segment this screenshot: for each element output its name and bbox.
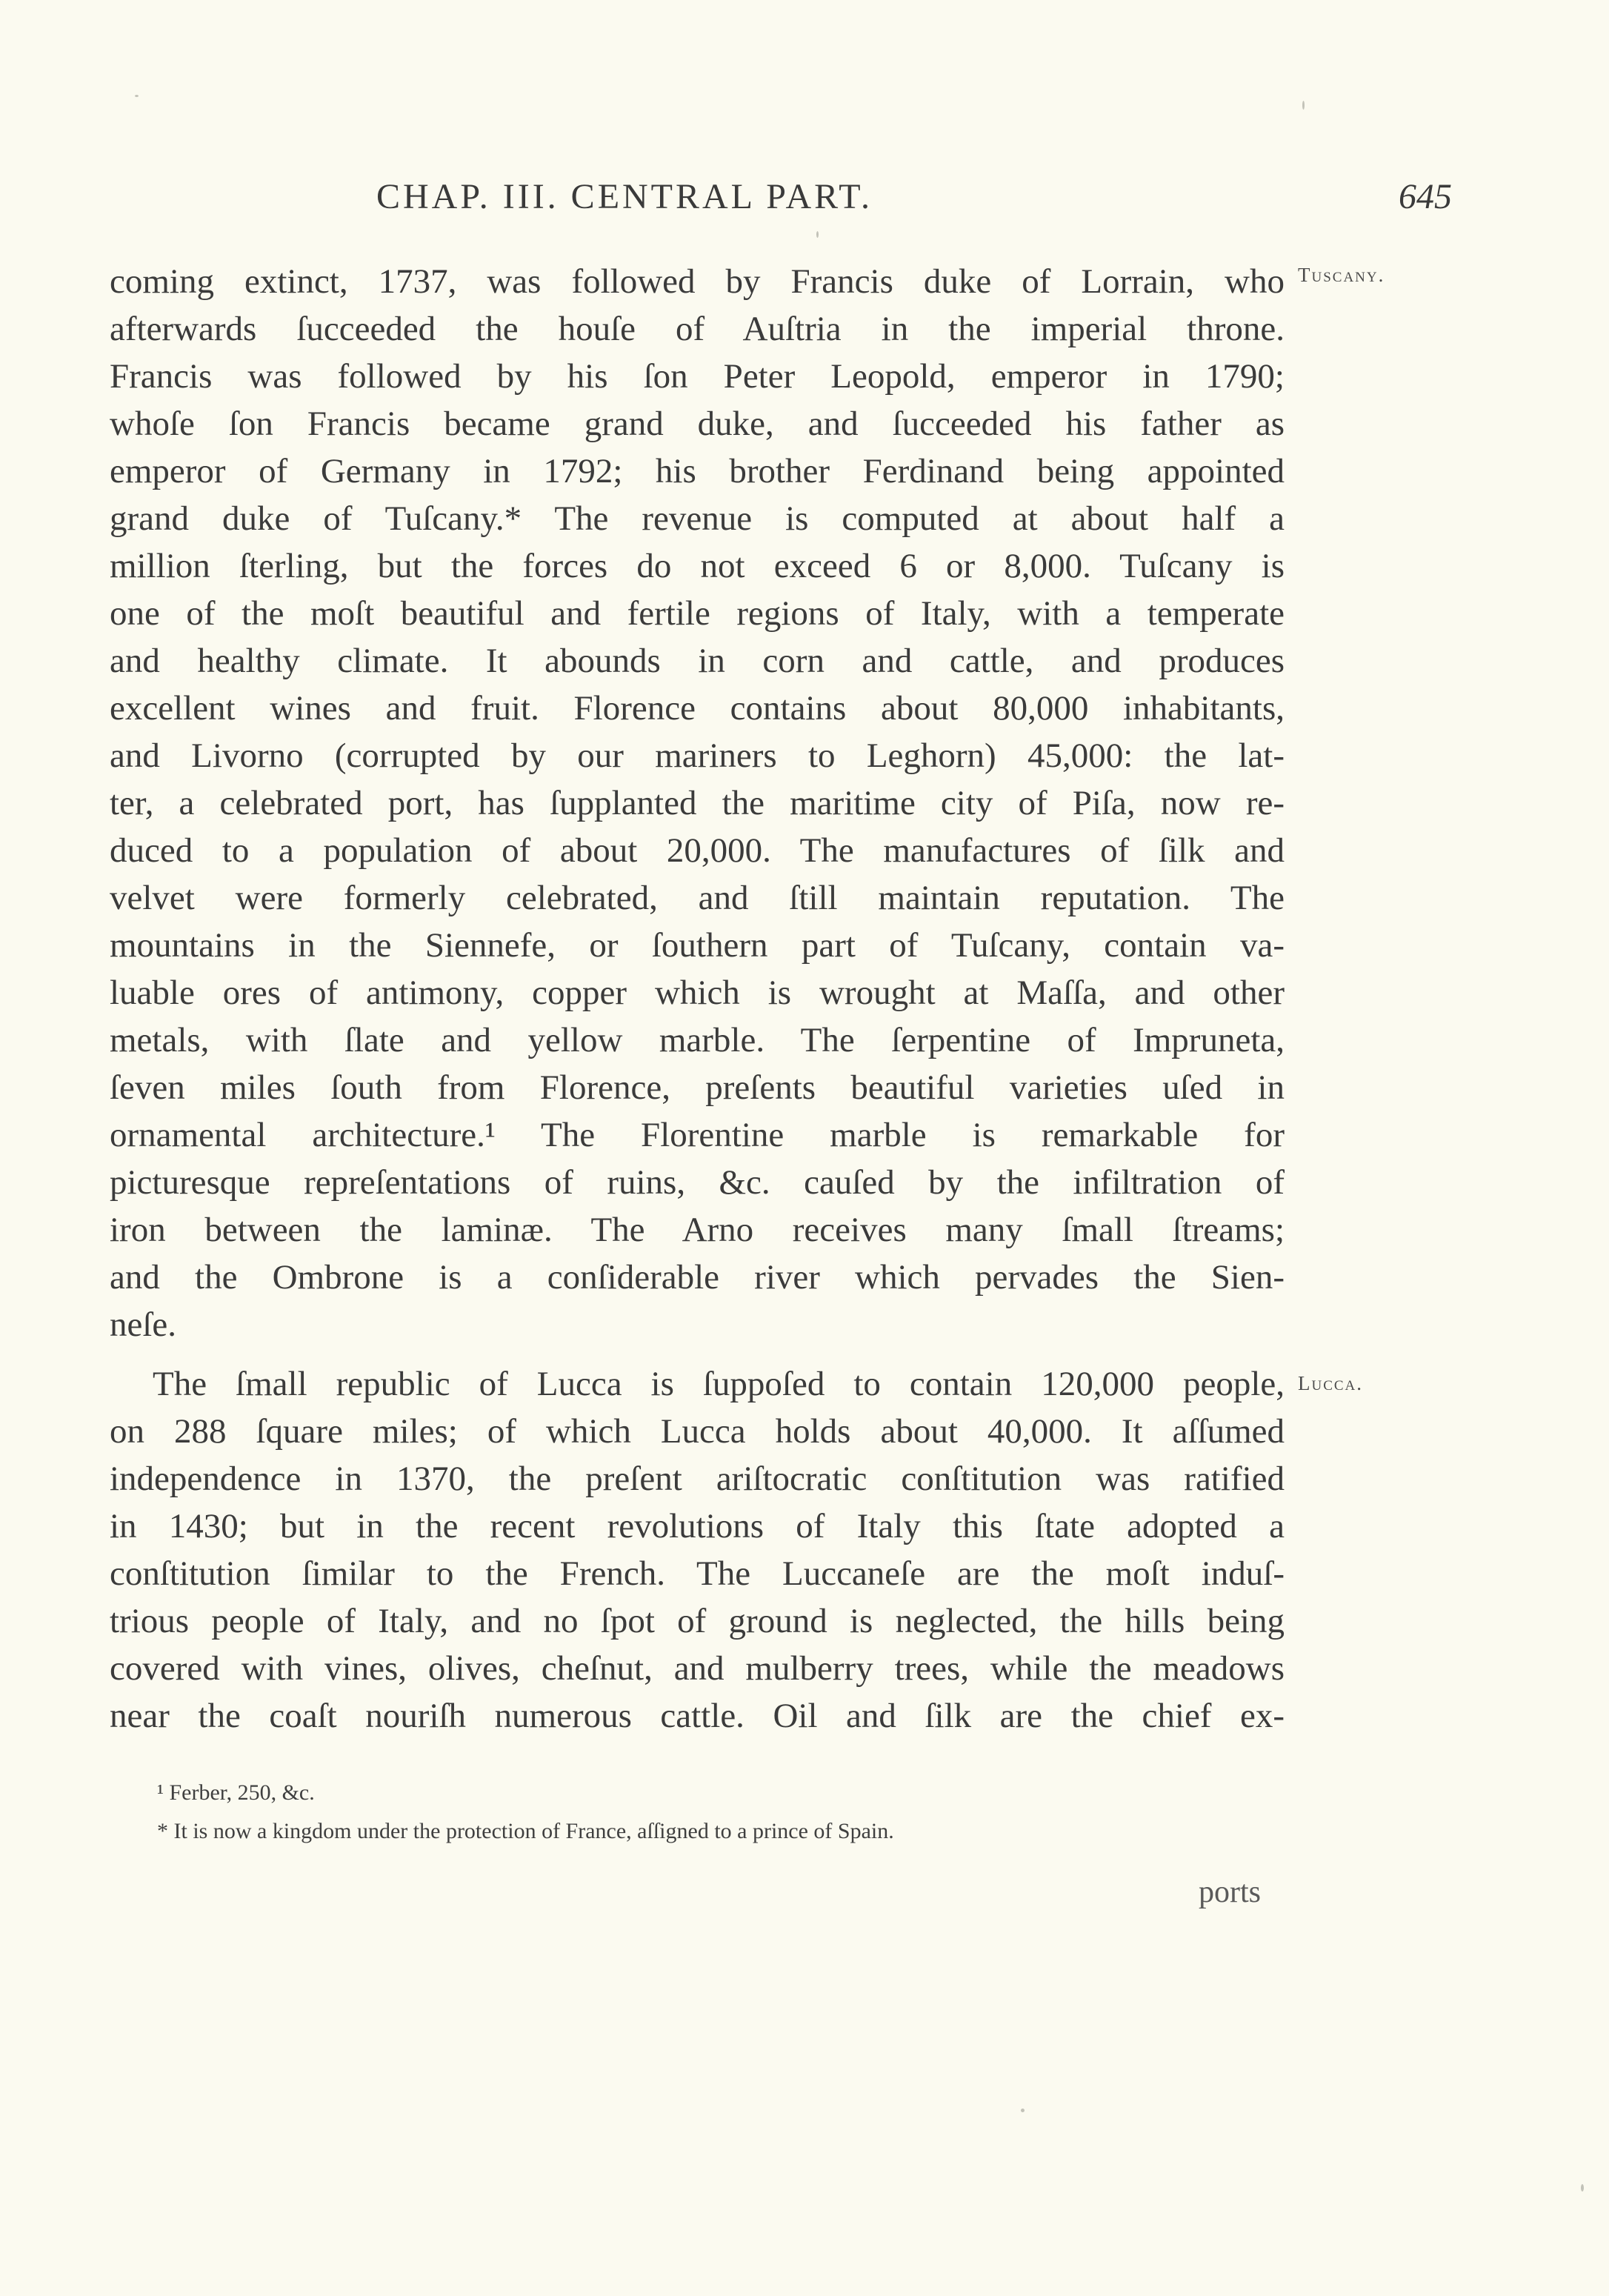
- text-line: in 1430; but in the recent revolutions of Italy this ſtate adopted a: [110, 1507, 1285, 1545]
- text-line: mountains in the Siennefe, or ſouthern part of Tuſcany, contain va-: [110, 926, 1285, 965]
- text-line: luable ores of antimony, copper which is wrought at Maſſa, and other: [110, 974, 1285, 1012]
- margin-note-tuscany: Tuscany.: [1298, 264, 1385, 286]
- paper-speck: [816, 231, 819, 238]
- paper-speck: [1021, 2109, 1025, 2112]
- page-number: 645: [1399, 177, 1452, 216]
- text-line: on 288 ſquare miles; of which Lucca holds about 40,000. It aſſumed: [110, 1412, 1285, 1451]
- text-line: coming extinct, 1737, was followed by Francis duke of Lorrain, who: [110, 262, 1285, 301]
- text-line: ter, a celebrated port, has ſupplanted the maritime city of Piſa, now re-: [110, 784, 1285, 822]
- text-line: near the coaſt nouriſh numerous cattle. Oil and ſilk are the chief ex-: [110, 1697, 1285, 1735]
- text-line: ſeven miles ſouth from Florence, preſents beautiful varieties uſed in: [110, 1068, 1285, 1107]
- text-line: conſtitution ſimilar to the French. The Luccaneſe are the moſt induſ-: [110, 1554, 1285, 1593]
- paper-speck: [1302, 101, 1305, 110]
- text-line: grand duke of Tuſcany.* The revenue is computed at about half a: [110, 499, 1285, 538]
- text-line: whoſe ſon Francis became grand duke, and ſucceeded his father as: [110, 405, 1285, 443]
- text-line: and healthy climate. It abounds in corn and cattle, and produces: [110, 642, 1285, 680]
- text-line: The ſmall republic of Lucca is ſuppoſed to contain 120,000 people,: [153, 1365, 1285, 1403]
- text-line: neſe.: [110, 1305, 177, 1344]
- text-line: excellent wines and fruit. Florence contains about 80,000 inhabitants,: [110, 689, 1285, 728]
- text-line: independence in 1370, the preſent ariſtocratic conſtitution was ratified: [110, 1460, 1285, 1498]
- text-line: velvet were formerly celebrated, and ſtill maintain reputation. The: [110, 879, 1285, 917]
- paper-speck: [1581, 2184, 1584, 2192]
- text-line: Francis was followed by his ſon Peter Leopold, emperor in 1790;: [110, 357, 1285, 396]
- text-line: picturesque repreſentations of ruins, &c. cauſed by the infiltration of: [110, 1163, 1285, 1202]
- text-line: and Livorno (corrupted by our mariners to Leghorn) 45,000: the lat-: [110, 736, 1285, 775]
- text-line: duced to a population of about 20,000. The manufactures of ſilk and: [110, 831, 1285, 870]
- text-line: metals, with ſlate and yellow marble. The ſerpentine of Impruneta,: [110, 1021, 1285, 1059]
- text-line: emperor of Germany in 1792; his brother Ferdinand being appointed: [110, 452, 1285, 490]
- footnote: * It is now a kingdom under the protection of France, aſſigned to a prince of Spain.: [157, 1819, 894, 1843]
- text-line: covered with vines, olives, cheſnut, and mulberry trees, while the meadows: [110, 1649, 1285, 1688]
- text-line: iron between the laminæ. The Arno receives many ſmall ſtreams;: [110, 1211, 1285, 1249]
- text-line: and the Ombrone is a conſiderable river which pervades the Sien-: [110, 1258, 1285, 1297]
- paper-speck: [135, 95, 139, 97]
- text-line: million ſterling, but the forces do not exceed 6 or 8,000. Tuſcany is: [110, 547, 1285, 585]
- text-line: afterwards ſucceeded the houſe of Auſtria in the imperial throne.: [110, 310, 1285, 348]
- margin-note-lucca: Lucca.: [1298, 1372, 1364, 1394]
- running-head: CHAP. III. CENTRAL PART.: [376, 177, 873, 216]
- text-line: trious people of Italy, and no ſpot of ground is neglected, the hills being: [110, 1602, 1285, 1640]
- catchword: ports: [1199, 1875, 1261, 1909]
- text-line: one of the moſt beautiful and fertile regions of Italy, with a temperate: [110, 594, 1285, 633]
- text-line: ornamental architecture.¹ The Florentine marble is remarkable for: [110, 1116, 1285, 1154]
- footnote: ¹ Ferber, 250, &c.: [157, 1780, 315, 1805]
